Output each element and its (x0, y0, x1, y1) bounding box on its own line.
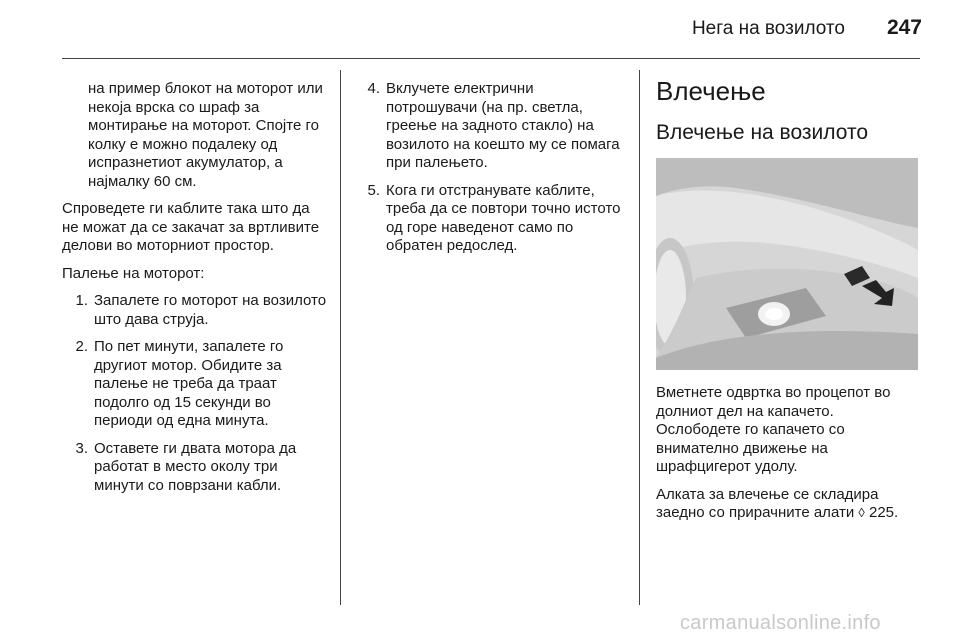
cable-routing-paragraph: Спроведете ги каблите така што да не можат да се закачат за вртливите делови во моторниот простор. (62, 200, 320, 254)
starting-steps-list (62, 292, 330, 495)
page-header-title: Нега на возилото (691, 18, 845, 39)
list-item (68, 292, 330, 329)
list-item (68, 440, 330, 496)
page-number: 247 (886, 16, 922, 39)
step-text: Вклучете електрични потрошувачи (на пр. светла, греење на задното стакло) на возилото на коешто му се помага при палењето. (386, 80, 620, 171)
list-item (360, 80, 622, 173)
column-divider-left (340, 70, 341, 605)
text-column-1 (62, 80, 330, 504)
text-column-3 (656, 76, 920, 532)
watermark-text: carmanualsonline.info (680, 612, 881, 634)
step-number: 2. (75, 338, 88, 355)
step-number: 1. (75, 292, 88, 309)
step-text: Оставете ги двата мотора да работат в место околу три минути со поврзани кабли. (94, 439, 297, 494)
step-text: По пет минути, запалете го другиот мотор. Обидите за палење не треба да траат подолго од 15 секунди во периоди од една минута. (94, 338, 284, 429)
step-text: Кога ги отстранувате каблите, треба да се повтори точно истото од горе наведенот само по обратен редослед. (386, 181, 621, 254)
step-text: Запалете го моторот на возилото што дава струја. (94, 292, 327, 328)
towing-eye-storage-paragraph (656, 486, 920, 523)
list-item (68, 338, 330, 431)
reference-page-link[interactable]: 225. (868, 504, 899, 521)
section-heading: Влечење (656, 76, 766, 106)
continued-paragraph: на пример блокот на моторот или некоја врска со шраф за монтирање на моторот. Спојте го колку е можно подалеку од испразнетиот акумулатор, а најмалку 60 см. (88, 80, 323, 190)
reference-arrow-icon: ◊ (858, 505, 865, 520)
text-column-2 (360, 80, 622, 265)
starting-engine-paragraph: Палење на моторот: (62, 264, 205, 282)
section-subheading: Влечење на возилото (656, 121, 869, 144)
steps-list-continued (360, 80, 622, 256)
header-divider (62, 58, 920, 59)
step-number: 3. (75, 439, 88, 457)
column-divider-right (639, 70, 640, 605)
step-number: 4. (367, 80, 380, 97)
list-item (360, 182, 622, 256)
towing-eye-storage-text: Алката за влечење се складира заедно со прирачните алати (656, 485, 879, 521)
towing-eye-cover-illustration (656, 158, 918, 370)
step-number: 5. (367, 181, 380, 199)
insert-screwdriver-paragraph: Вметнете одвртка во процепот во долниот дел на капачето. Ослободете го капачето со внимателно движење на шрафцигерот удолу. (656, 384, 891, 475)
